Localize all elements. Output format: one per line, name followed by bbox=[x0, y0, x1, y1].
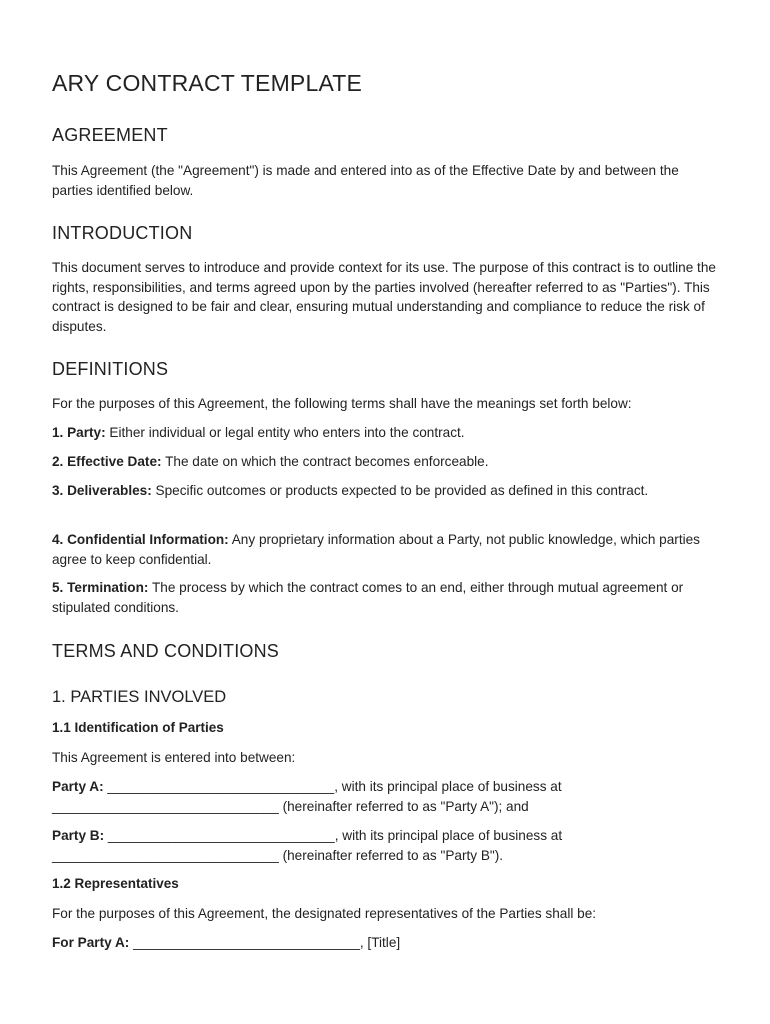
for-party-a-label: For Party A: bbox=[52, 935, 130, 950]
definition-item bbox=[52, 530, 722, 569]
identification-heading: 1.1 Identification of Parties bbox=[52, 720, 224, 735]
party-b-label: Party B: bbox=[52, 828, 105, 843]
party-a-text: ______________________________, with its principal place of business at ______________________________ (hereinafter referred to as "Party A"); and bbox=[52, 779, 562, 814]
definition-term: 1. Party: bbox=[52, 425, 106, 440]
definition-item bbox=[52, 452, 722, 472]
definition-text: The process by which the contract comes to an end, either through mutual agreement or stipulated conditions. bbox=[52, 580, 684, 615]
definition-item bbox=[52, 423, 722, 443]
agreement-text: This Agreement (the "Agreement") is made and entered into as of the Effective Date by and between the parties identified below. bbox=[52, 163, 679, 198]
document-title: ARY CONTRACT TEMPLATE bbox=[52, 70, 363, 96]
party-a-entry bbox=[52, 777, 722, 816]
definition-text: The date on which the contract becomes enforceable. bbox=[161, 454, 489, 469]
definition-term: 2. Effective Date: bbox=[52, 454, 162, 469]
party-a-label: Party A: bbox=[52, 779, 104, 794]
introduction-text: This document serves to introduce and provide context for its use. The purpose of this contract is to outline the rights, responsibilities, and terms agreed upon by the parties involved (hereafter referred to as "Parties"). This contract is designed to be fair and clear, ensuring mutual understanding and compliance to reduce the risk of disputes. bbox=[52, 260, 716, 334]
definition-text: Specific outcomes or products expected to be provided as defined in this contract. bbox=[151, 483, 649, 498]
party-b-text: ______________________________, with its principal place of business at ______________________________ (hereinafter referred to as "Party B"). bbox=[52, 828, 563, 863]
definition-term: 3. Deliverables: bbox=[52, 483, 152, 498]
parties-heading: 1. PARTIES INVOLVED bbox=[52, 688, 227, 706]
for-party-a-text: ______________________________, [Title] bbox=[129, 935, 401, 950]
definitions-heading: DEFINITIONS bbox=[52, 359, 169, 379]
definition-term: 5. Termination: bbox=[52, 580, 149, 595]
definition-term: 4. Confidential Information: bbox=[52, 532, 229, 547]
representatives-intro: For the purposes of this Agreement, the designated representatives of the Parties shall be: bbox=[52, 906, 597, 921]
definition-text: Any proprietary information about a Party, not public knowledge, which parties agree to keep confidential. bbox=[52, 532, 700, 567]
definitions-intro: For the purposes of this Agreement, the following terms shall have the meanings set forth below: bbox=[52, 396, 632, 411]
for-party-a-entry bbox=[52, 933, 722, 953]
agreement-heading: AGREEMENT bbox=[52, 125, 168, 145]
definition-text: Either individual or legal entity who enters into the contract. bbox=[105, 425, 465, 440]
definition-item bbox=[52, 481, 722, 501]
introduction-heading: INTRODUCTION bbox=[52, 223, 193, 243]
identification-intro: This Agreement is entered into between: bbox=[52, 750, 296, 765]
definition-item bbox=[52, 578, 722, 617]
party-b-entry bbox=[52, 826, 722, 865]
terms-heading: TERMS AND CONDITIONS bbox=[52, 641, 280, 661]
representatives-heading: 1.2 Representatives bbox=[52, 876, 179, 891]
